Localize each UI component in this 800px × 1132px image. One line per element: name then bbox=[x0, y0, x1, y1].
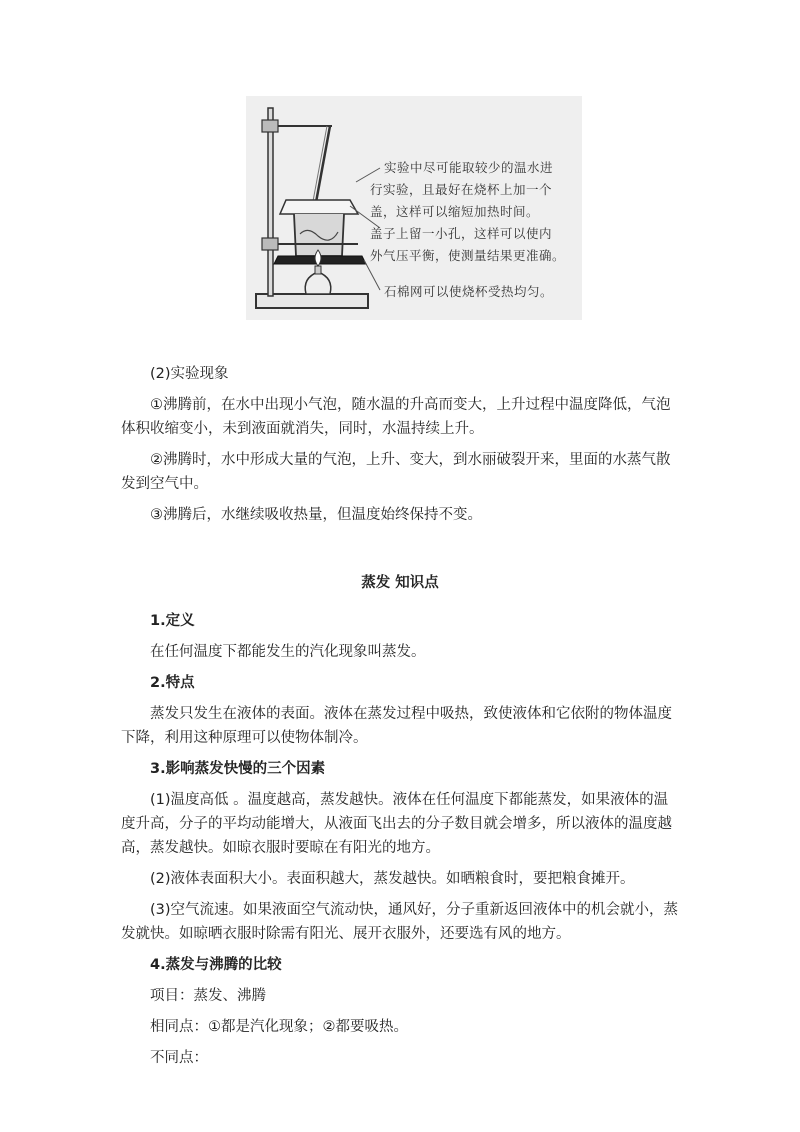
factors-heading: 3.影响蒸发快慢的三个因素 bbox=[150, 761, 326, 777]
comparison-item: 相同点：①都是汽化现象；②都要吸热。 bbox=[150, 1019, 408, 1035]
figure-note: 石棉网可以使烧杯受热均匀。 bbox=[384, 284, 554, 299]
factor-item: (3)空气流速。如果液面空气流动快，通风好，分子重新返回液体中的机会就小，蒸发就快。如晾晒衣服时除需有阳光、展开衣服外，还要选有风的地方。 bbox=[121, 902, 679, 942]
factor-item: (1)温度高低 。温度越高，蒸发越快。液体在任何温度下都能蒸发，如果液体的温度升高，分子的平均动能增大，从液面飞出去的分子数目就会增多，所以液体的温度越高，蒸发越快。如晾衣服时要晾在有阳光的地方。 bbox=[121, 792, 672, 856]
top-clamp bbox=[262, 120, 278, 132]
definition-heading: 1.定义 bbox=[150, 613, 195, 629]
figure-note: 盖，这样可以缩短加热时间。 bbox=[370, 204, 540, 219]
definition-text: 在任何温度下都能发生的汽化现象叫蒸发。 bbox=[150, 644, 426, 660]
experiment-figure bbox=[246, 96, 582, 320]
boiling-phenomenon-heading: (2)实验现象 bbox=[150, 366, 229, 382]
comparison-item: 项目：蒸发、沸腾 bbox=[150, 988, 266, 1004]
stand-rod bbox=[268, 108, 273, 296]
boiling-phenomenon-item: ①沸腾前，在水中出现小气泡，随水温的升高而变大，上升过程中温度降低，气泡体积收缩变小，未到液面就消失，同时，水温持续上升。 bbox=[121, 397, 671, 437]
comparison-heading: 4.蒸发与沸腾的比较 bbox=[150, 957, 282, 973]
alcohol-lamp bbox=[305, 272, 331, 294]
boiling-phenomenon-item: ②沸腾时，水中形成大量的气泡，上升、变大，到水丽破裂开来，里面的水蒸气散发到空气中。 bbox=[121, 452, 671, 492]
factor-item: (2)液体表面积大小。表面积越大，蒸发越快。如晒粮食时，要把粮食摊开。 bbox=[150, 871, 635, 887]
beaker-lid bbox=[280, 200, 358, 214]
figure-note: 外气压平衡，使测量结果更准确。 bbox=[370, 248, 566, 263]
document-body bbox=[121, 362, 679, 1077]
figure-note: 盖子上留一小孔，这样可以使内 bbox=[370, 226, 553, 241]
boiling-phenomenon-item: ③沸腾后，水继续吸收热量，但温度始终保持不变。 bbox=[150, 507, 482, 523]
figure-note: 实验中尽可能取较少的温水进 bbox=[384, 160, 554, 175]
figure-note: 行实验，且最好在烧杯上加一个 bbox=[370, 182, 553, 197]
comparison-item: 不同点： bbox=[150, 1050, 208, 1066]
features-text: 蒸发只发生在液体的表面。液体在蒸发过程中吸热，致使液体和它依附的物体温度下降，利用这种原理可以使物体制冷。 bbox=[121, 706, 672, 746]
section-title: 蒸发 知识点 bbox=[361, 575, 439, 591]
features-heading: 2.特点 bbox=[150, 675, 195, 691]
ring-clamp bbox=[262, 238, 278, 250]
